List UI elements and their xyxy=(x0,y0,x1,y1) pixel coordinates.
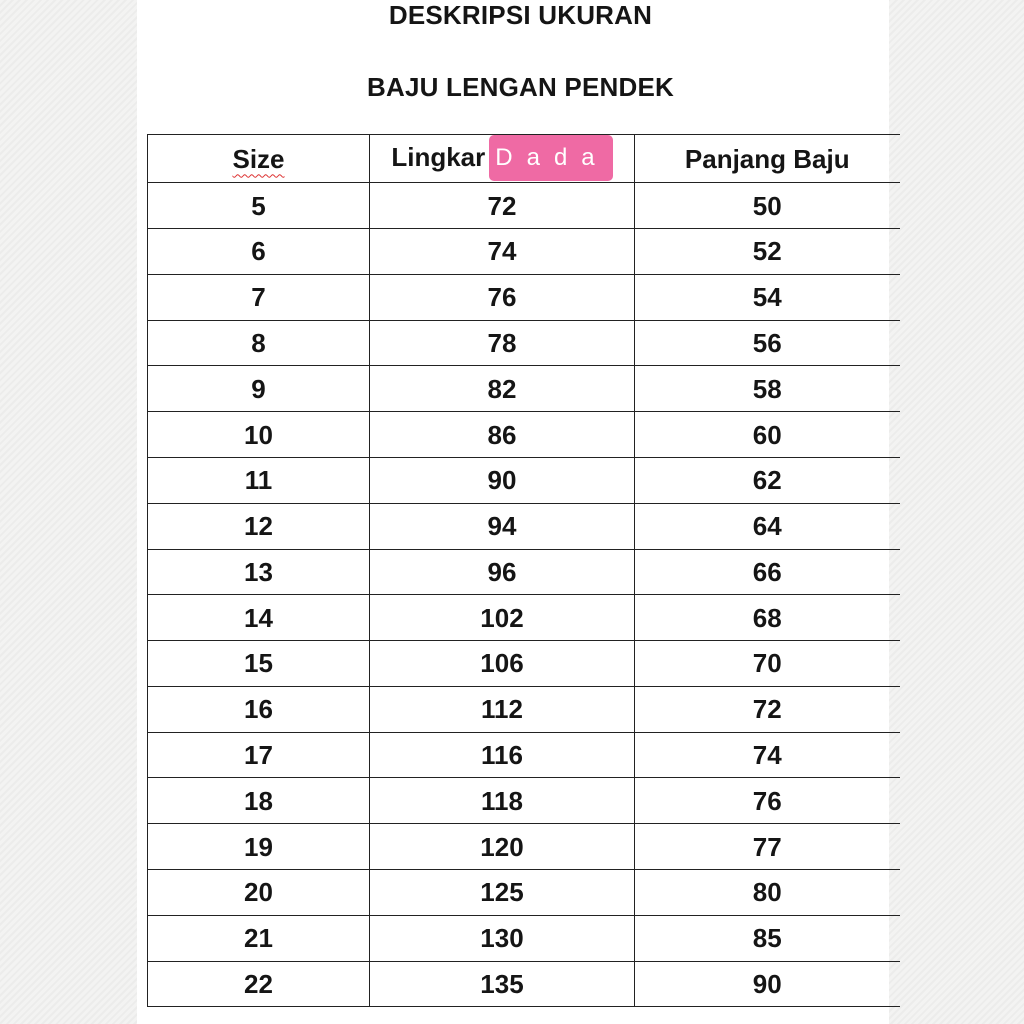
document-subtitle: BAJU LENGAN PENDEK xyxy=(367,72,674,102)
header-length-label: Panjang Baju xyxy=(684,143,850,174)
cell-chest: 76 xyxy=(370,274,635,320)
cell-length: 64 xyxy=(635,503,900,549)
header-size-label: Size xyxy=(232,143,285,174)
cell-chest: 130 xyxy=(370,915,635,961)
cell-chest: 74 xyxy=(370,228,635,274)
cell-length: 76 xyxy=(635,778,900,824)
cell-length: 50 xyxy=(635,183,900,229)
cell-size: 18 xyxy=(148,778,370,824)
cell-chest: 112 xyxy=(370,686,635,732)
table-row xyxy=(148,824,900,870)
cell-length: 74 xyxy=(635,732,900,778)
cell-chest: 135 xyxy=(370,961,635,1007)
cell-size: 19 xyxy=(148,824,370,870)
header-chest-highlight: Dada xyxy=(489,135,612,181)
cell-chest: 102 xyxy=(370,595,635,641)
cell-size: 6 xyxy=(148,228,370,274)
cell-chest: 120 xyxy=(370,824,635,870)
cell-chest: 116 xyxy=(370,732,635,778)
cell-size: 20 xyxy=(148,870,370,916)
cell-size: 22 xyxy=(148,961,370,1007)
cell-length: 66 xyxy=(635,549,900,595)
table-row xyxy=(148,412,900,458)
cell-size: 17 xyxy=(148,732,370,778)
cell-size: 14 xyxy=(148,595,370,641)
cell-chest: 125 xyxy=(370,870,635,916)
cell-length: 56 xyxy=(635,320,900,366)
table-row xyxy=(148,274,900,320)
cell-length: 77 xyxy=(635,824,900,870)
cell-size: 15 xyxy=(148,641,370,687)
header-chest-prefix: Lingkar xyxy=(391,142,486,172)
cell-size: 5 xyxy=(148,183,370,229)
table-row xyxy=(148,686,900,732)
cell-chest: 86 xyxy=(370,412,635,458)
cell-size: 13 xyxy=(148,549,370,595)
table-row xyxy=(148,778,900,824)
cell-length: 85 xyxy=(635,915,900,961)
cell-length: 72 xyxy=(635,686,900,732)
cell-length: 80 xyxy=(635,870,900,916)
cell-length: 52 xyxy=(635,228,900,274)
table-row xyxy=(148,961,900,1007)
header-length xyxy=(635,135,900,183)
cell-size: 12 xyxy=(148,503,370,549)
cell-size: 8 xyxy=(148,320,370,366)
table-row xyxy=(148,183,900,229)
cell-chest: 72 xyxy=(370,183,635,229)
cell-size: 7 xyxy=(148,274,370,320)
table-row xyxy=(148,732,900,778)
table-header-row xyxy=(148,135,900,183)
cell-length: 60 xyxy=(635,412,900,458)
table-row xyxy=(148,915,900,961)
cell-length: 58 xyxy=(635,366,900,412)
table-row xyxy=(148,870,900,916)
size-table xyxy=(147,134,900,1007)
table-row xyxy=(148,366,900,412)
table-row xyxy=(148,503,900,549)
cell-chest: 94 xyxy=(370,503,635,549)
cell-size: 10 xyxy=(148,412,370,458)
table-row xyxy=(148,595,900,641)
cell-size: 21 xyxy=(148,915,370,961)
cell-chest: 82 xyxy=(370,366,635,412)
cell-length: 54 xyxy=(635,274,900,320)
table-row xyxy=(148,549,900,595)
cell-chest: 118 xyxy=(370,778,635,824)
cell-chest: 90 xyxy=(370,457,635,503)
header-size xyxy=(148,135,370,183)
table-row xyxy=(148,320,900,366)
cell-chest: 96 xyxy=(370,549,635,595)
cell-chest: 106 xyxy=(370,641,635,687)
cell-length: 68 xyxy=(635,595,900,641)
cell-length: 62 xyxy=(635,457,900,503)
cell-length: 90 xyxy=(635,961,900,1007)
cell-chest: 78 xyxy=(370,320,635,366)
document-page xyxy=(137,0,889,1024)
cell-size: 9 xyxy=(148,366,370,412)
cell-size: 16 xyxy=(148,686,370,732)
header-chest xyxy=(370,135,635,183)
table-body xyxy=(148,183,900,1007)
document-title: DESKRIPSI UKURAN xyxy=(388,0,653,30)
cell-length: 70 xyxy=(635,641,900,687)
table-row xyxy=(148,641,900,687)
table-row xyxy=(148,457,900,503)
table-row xyxy=(148,228,900,274)
cell-size: 11 xyxy=(148,457,370,503)
